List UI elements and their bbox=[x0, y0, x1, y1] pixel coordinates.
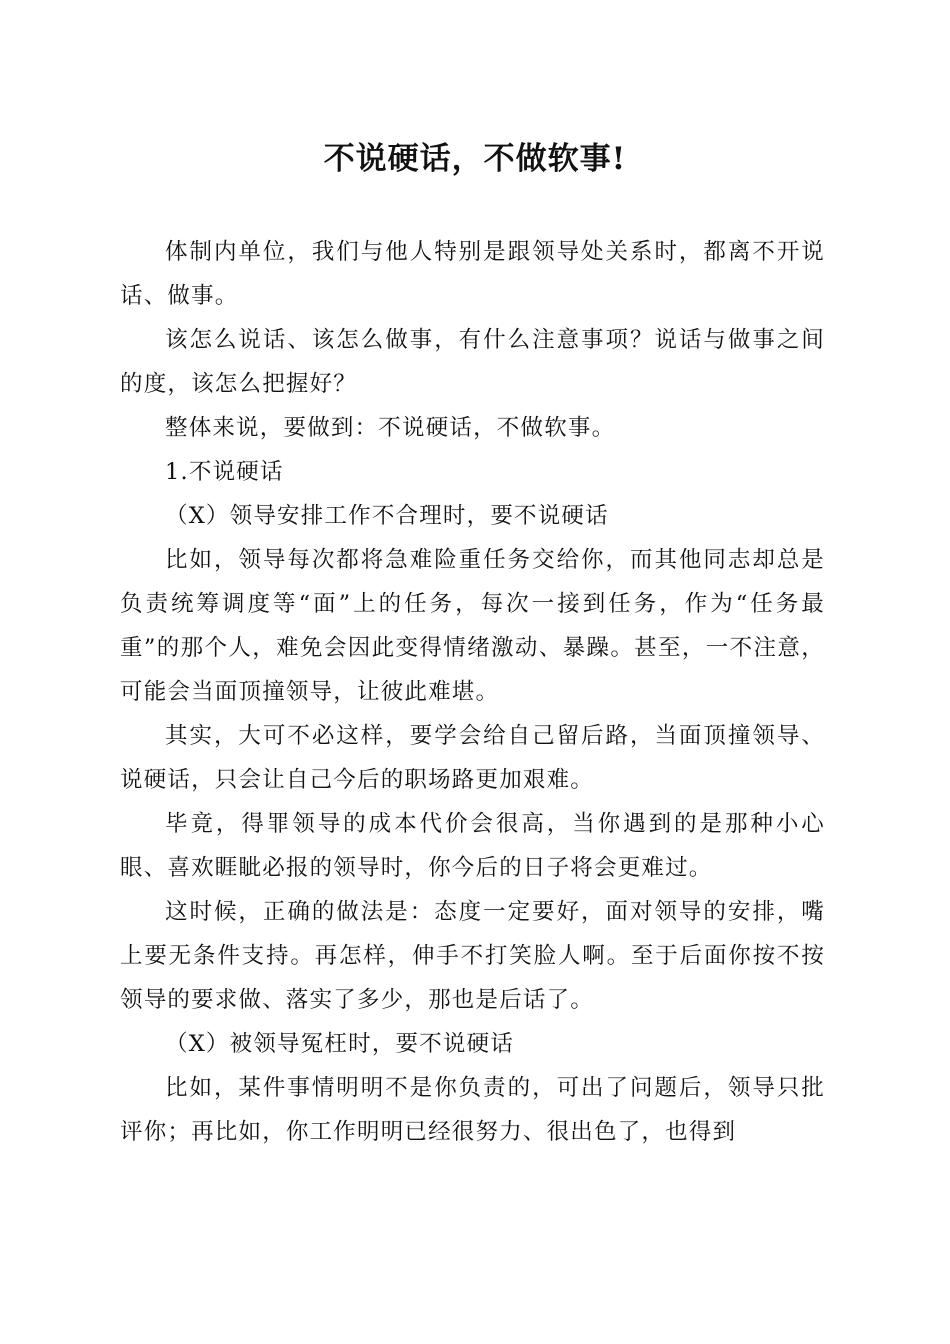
paragraph: 其实，大可不必这样，要学会给自己留后路，当面顶撞领导、说硬话，只会让自己今后的职场路更加艰难。 bbox=[120, 723, 825, 793]
paragraph: 毕竟，得罪领导的成本代价会很高，当你遇到的是那种小心眼、喜欢睚眦必报的领导时，你今后的日子将会更难过。 bbox=[120, 811, 825, 881]
paragraph: 体制内单位，我们与他人特别是跟领导处关系时，都离不开说话、做事。 bbox=[120, 239, 825, 309]
paragraph: 该怎么说话、该怎么做事，有什么注意事项？说话与做事之间的度，该怎么把握好？ bbox=[120, 327, 825, 397]
paragraph: 这时候，正确的做法是：态度一定要好，面对领导的安排，嘴上要无条件支持。再怎样，伸手不打笑脸人啊。至于后面你按不按领导的要求做、落实了多少，那也是后话了。 bbox=[120, 899, 825, 1013]
section-heading: 1.不说硬话 bbox=[165, 459, 284, 485]
paragraph: 比如，某件事情明明不是你负责的，可出了问题后，领导只批评你；再比如，你工作明明已经很努力、很出色了，也得到 bbox=[120, 1075, 825, 1145]
paragraph: 比如，领导每次都将急难险重任务交给你，而其他同志却总是负责统筹调度等“面”上的任务，每次一接到任务，作为“任务最重”的那个人，难免会因此变得情绪激动、暴躁。甚至，一不注意，可能会当面顶撞领导，让彼此难堪。 bbox=[120, 547, 825, 705]
document-body bbox=[120, 230, 825, 1154]
subsection-heading: （X）领导安排工作不合理时，要不说硬话 bbox=[165, 503, 609, 529]
paragraph: 整体来说，要做到：不说硬话，不做软事。 bbox=[165, 415, 616, 441]
document-title: 不说硬话，不做软事! bbox=[323, 141, 627, 177]
subsection-heading: （X）被领导冤枉时，要不说硬话 bbox=[165, 1031, 515, 1057]
